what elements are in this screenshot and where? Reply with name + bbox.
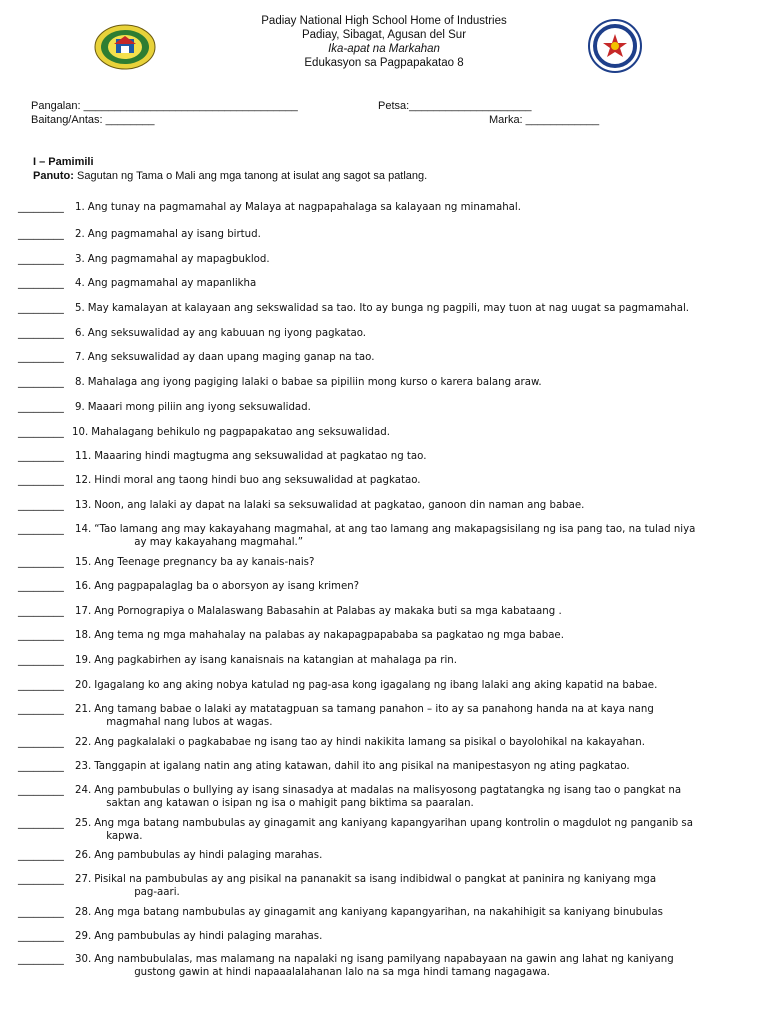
question-text-continuation: magmahal nang lubos at wagas. <box>106 717 273 728</box>
answer-blank[interactable]: _________ <box>18 377 64 388</box>
question-number: 14. <box>75 524 92 535</box>
answer-blank[interactable]: _________ <box>18 475 64 486</box>
answer-blank[interactable]: _________ <box>18 954 64 965</box>
question-text: Ang mga batang nambubulas ay ginagamit ang kaniyang kapangyarihan upang kontrolin o magdulot ng panganib sa <box>94 818 693 829</box>
question-number: 17. <box>75 606 92 617</box>
question-item <box>18 201 748 214</box>
question-item <box>18 499 748 512</box>
answer-blank[interactable]: _________ <box>18 785 64 796</box>
answer-blank[interactable]: _________ <box>18 352 64 363</box>
question-item <box>18 629 748 642</box>
question-text: Ang seksuwalidad ay daan upang maging ganap na tao. <box>87 352 375 363</box>
directions-label: Panuto: <box>33 170 74 182</box>
question-text-continuation: ay may kakayahang magmahal.” <box>134 537 304 548</box>
question-text-block <box>94 873 748 899</box>
question-item <box>18 523 748 549</box>
question-text: Ang pagmamahal ay mapagbuklod. <box>87 254 270 265</box>
question-number: 2. <box>75 229 85 240</box>
question-number: 1. <box>75 202 85 213</box>
question-number: 10. <box>72 427 89 438</box>
question-text: Ang pagmamahal ay isang birtud. <box>87 229 261 240</box>
answer-blank[interactable]: _________ <box>18 606 64 617</box>
question-number: 16. <box>75 581 92 592</box>
question-text-block <box>94 474 748 487</box>
answer-blank[interactable]: _________ <box>18 427 64 438</box>
question-text-block <box>88 201 748 214</box>
question-text: Ang pagpapalaglag ba o aborsyon ay isang krimen? <box>94 581 360 592</box>
directions <box>33 169 427 183</box>
question-number: 12. <box>75 475 92 486</box>
question-number: 7. <box>75 352 85 363</box>
answer-blank[interactable]: _________ <box>18 328 64 339</box>
date-field[interactable]: Petsa:____________________ <box>378 100 532 112</box>
question-item <box>18 736 748 749</box>
question-text: Maaari mong piliin ang iyong seksuwalidad. <box>87 402 311 413</box>
question-number: 13. <box>75 500 92 511</box>
question-number: 25. <box>75 818 92 829</box>
question-item <box>18 401 748 414</box>
question-text-block <box>94 499 748 512</box>
question-text: Ang pambubulas o bullying ay isang sinasadya at madalas na malisyosong pagtatangka ng isang tao o pangkat na <box>94 785 682 796</box>
question-number: 20. <box>75 680 92 691</box>
school-name: Padiay National High School Home of Industries <box>261 15 507 27</box>
school-seal-icon <box>94 24 156 70</box>
question-text: “Tao lamang ang may kakayahang magmahal, at ang tao lamang ang makapagsisilang ng isa pang tao, na tulad niya <box>94 524 696 535</box>
question-text: Ang Pornograpiya o Malalaswang Babasahin at Palabas ay makaka buti sa mga kabataang . <box>94 606 562 617</box>
question-text-continuation: kapwa. <box>106 831 143 842</box>
question-text: Ang pambubulas ay hindi palaging marahas. <box>94 850 323 861</box>
answer-blank[interactable]: _________ <box>18 737 64 748</box>
section-title: I – Pamimili <box>33 156 94 168</box>
question-number: 27. <box>75 874 92 885</box>
question-text: Ang tema ng mga mahahalay na palabas ay nakapagpapababa sa pagkatao ng mga babae. <box>94 630 564 641</box>
question-text-continuation: pag-aari. <box>134 887 180 898</box>
question-item <box>18 930 748 943</box>
question-item <box>18 953 748 979</box>
answer-blank[interactable]: _________ <box>18 557 64 568</box>
question-text-block <box>88 228 748 241</box>
question-text: Hindi moral ang taong hindi buo ang seksuwalidad at pagkatao. <box>94 475 421 486</box>
question-text: Ang tunay na pagmamahal ay Malaya at nagpapahalaga sa kalayaan ng minamahal. <box>87 202 521 213</box>
question-text-continuation: saktan ang katawan o isipan ng isa o mahigit pang biktima sa paaralan. <box>106 798 474 809</box>
question-item <box>18 849 748 862</box>
answer-blank[interactable]: _________ <box>18 229 64 240</box>
answer-blank[interactable]: _________ <box>18 254 64 265</box>
question-text-block <box>94 849 748 862</box>
question-text: Igagalang ko ang aking nobya katulad ng pag-asa kong igagalang ng ibang lalaki ang aking kapatid na babae. <box>94 680 658 691</box>
question-number: 4. <box>75 278 85 289</box>
question-item <box>18 351 748 364</box>
answer-blank[interactable]: _________ <box>18 581 64 592</box>
question-item <box>18 605 748 618</box>
answer-blank[interactable]: _________ <box>18 524 64 535</box>
question-item <box>18 376 748 389</box>
question-text-block <box>94 703 748 729</box>
question-text-block <box>88 351 748 364</box>
question-number: 9. <box>75 402 85 413</box>
question-text-block <box>88 401 748 414</box>
question-text: Ang pagkalalaki o pagkababae ng isang tao ay hindi nakikita lamang sa pisikal o bayolohikal na kakayahan. <box>94 737 645 748</box>
question-number: 28. <box>75 907 92 918</box>
question-item <box>18 817 748 843</box>
answer-blank[interactable]: _________ <box>18 704 64 715</box>
question-text-block <box>94 654 748 667</box>
answer-blank[interactable]: _________ <box>18 402 64 413</box>
question-text-block <box>94 736 748 749</box>
directions-text: Sagutan ng Tama o Mali ang mga tanong at isulat ang sagot sa patlang. <box>73 170 428 182</box>
question-number: 23. <box>75 761 92 772</box>
answer-blank[interactable]: _________ <box>18 874 64 885</box>
question-number: 5. <box>75 303 85 314</box>
question-number: 8. <box>75 377 85 388</box>
question-text: Ang tamang babae o lalaki ay matatagpuan sa tamang panahon – ito ay sa panahong handa na at kaya nang <box>94 704 654 715</box>
question-item <box>18 679 748 692</box>
question-number: 30. <box>75 954 92 965</box>
question-item <box>18 784 748 810</box>
question-text: Mahalagang behikulo ng pagpapakatao ang seksuwalidad. <box>91 427 390 438</box>
question-text-block <box>88 302 748 315</box>
question-item <box>18 228 748 241</box>
question-number: 19. <box>75 655 92 666</box>
answer-blank[interactable]: _________ <box>18 931 64 942</box>
question-number: 3. <box>75 254 85 265</box>
question-text: May kamalayan at kalayaan ang sekswalidad sa tao. Ito ay bunga ng pagpili, may tuon at nag uugat sa pagmamahal. <box>87 303 690 314</box>
question-text-block <box>94 784 748 810</box>
question-item <box>18 906 748 919</box>
question-item <box>18 654 748 667</box>
question-number: 29. <box>75 931 92 942</box>
question-text-block <box>94 605 748 618</box>
score-field[interactable]: Marka: ____________ <box>489 114 600 126</box>
question-number: 22. <box>75 737 92 748</box>
question-text: Ang mga batang nambubulas ay ginagamit ang kaniyang kapangyarihan, na nakahihigit sa kaniyang binubulas <box>94 907 663 918</box>
question-number: 24. <box>75 785 92 796</box>
question-item <box>18 450 748 463</box>
answer-blank[interactable]: _________ <box>18 451 64 462</box>
question-text-block <box>88 327 748 340</box>
question-item <box>18 327 748 340</box>
header-text <box>180 14 588 70</box>
question-item <box>18 277 748 290</box>
answer-blank[interactable]: _________ <box>18 680 64 691</box>
answer-blank[interactable]: _________ <box>18 630 64 641</box>
question-text: Ang pagkabirhen ay isang kanaisnais na katangian at mahalaga pa rin. <box>94 655 457 666</box>
question-text-block <box>94 679 748 692</box>
section-heading <box>33 155 427 183</box>
question-item <box>18 474 748 487</box>
question-text-block <box>94 817 748 843</box>
answer-blank[interactable]: _________ <box>18 907 64 918</box>
answer-blank[interactable]: _________ <box>18 818 64 829</box>
question-text-block <box>94 556 748 569</box>
question-item <box>18 556 748 569</box>
question-text-block <box>94 930 748 943</box>
question-text-block <box>94 450 748 463</box>
question-number: 6. <box>75 328 85 339</box>
question-item <box>18 760 748 773</box>
question-item <box>18 873 748 899</box>
grade-field[interactable]: Baitang/Antas: ________ <box>31 114 155 126</box>
question-item <box>18 703 748 729</box>
school-address: Padiay, Sibagat, Agusan del Sur <box>301 29 467 41</box>
question-text-block <box>91 426 748 439</box>
question-text: Ang pagmamahal ay mapanlikha <box>87 278 257 289</box>
question-item <box>18 580 748 593</box>
answer-blank[interactable]: _________ <box>18 202 64 213</box>
question-text: Pisikal na pambubulas ay ang pisikal na pananakit sa isang indibidwal o pangkat at paninira ng kaniyang mga <box>94 874 657 885</box>
question-text-block <box>94 953 748 979</box>
question-item <box>18 253 748 266</box>
answer-blank[interactable]: _________ <box>18 278 64 289</box>
answer-blank[interactable]: _________ <box>18 761 64 772</box>
answer-blank[interactable]: _________ <box>18 655 64 666</box>
question-text: Tanggapin at igalang natin ang ating katawan, dahil ito ang pisikal na manipestasyon ng ating pagkatao. <box>94 761 630 772</box>
question-text: Mahalaga ang iyong pagiging lalaki o babae sa pipiliin mong kurso o karera balang araw. <box>87 377 542 388</box>
name-field[interactable]: Pangalan: ___________________________________ <box>31 100 298 112</box>
question-text-block <box>88 253 748 266</box>
question-text-block <box>94 523 748 549</box>
question-number: 18. <box>75 630 92 641</box>
deped-seal-icon <box>588 19 642 73</box>
question-text-block <box>94 906 748 919</box>
question-text: Maaaring hindi magtugma ang seksuwalidad at pagkatao ng tao. <box>94 451 427 462</box>
question-text: Ang Teenage pregnancy ba ay kanais-nais? <box>94 557 315 568</box>
question-text-block <box>88 277 748 290</box>
answer-blank[interactable]: _________ <box>18 500 64 511</box>
question-text-block <box>94 629 748 642</box>
question-text-continuation: gustong gawin at hindi napaaalalahanan lalo na sa mga hindi tamang nagagawa. <box>134 967 551 978</box>
question-text: Ang pambubulas ay hindi palaging marahas. <box>94 931 323 942</box>
question-number: 21. <box>75 704 92 715</box>
question-text-block <box>94 580 748 593</box>
question-number: 11. <box>75 451 92 462</box>
question-number: 15. <box>75 557 92 568</box>
document-header <box>0 14 768 74</box>
quarter-label: Ika-apat na Markahan <box>328 43 440 55</box>
answer-blank[interactable]: _________ <box>18 303 64 314</box>
question-text-block <box>94 760 748 773</box>
question-text: Noon, ang lalaki ay dapat na lalaki sa seksuwalidad at pagkatao, ganoon din naman ang babae. <box>94 500 585 511</box>
student-info <box>31 99 731 127</box>
question-text-block <box>88 376 748 389</box>
question-item <box>18 426 748 439</box>
question-item <box>18 302 748 315</box>
question-number: 26. <box>75 850 92 861</box>
question-text: Ang nambubulalas, mas malamang na napalaki ng isang pamilyang napabayaan na gawin ang lahat ng kaniyang <box>94 954 674 965</box>
answer-blank[interactable]: _________ <box>18 850 64 861</box>
question-text: Ang seksuwalidad ay ang kabuuan ng iyong pagkatao. <box>87 328 367 339</box>
subject-title: Edukasyon sa Pagpapakatao 8 <box>304 57 464 69</box>
